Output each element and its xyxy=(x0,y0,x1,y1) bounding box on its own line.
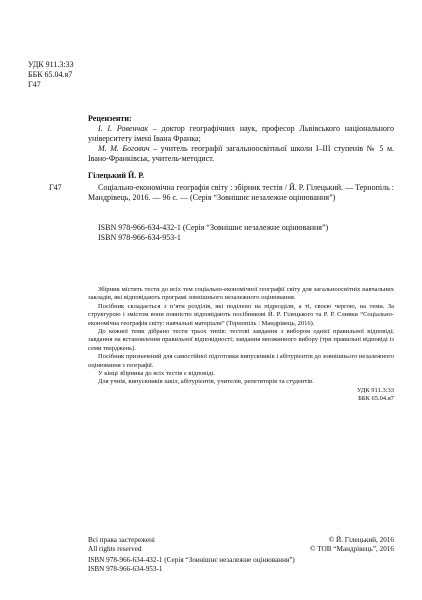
copyright-block xyxy=(294,536,394,554)
rights-block xyxy=(88,536,288,554)
abstract-block xyxy=(88,286,394,404)
reviewer-1 xyxy=(88,124,394,144)
reviewer-2-desc: – учитель географії загальноосвітньої школи І–ІІІ ступенів № 5 м. Івано-Франківськ, учитель-методист. xyxy=(88,144,395,163)
bib-isbn-2: ISBN 978-966-634-953-1 xyxy=(98,233,181,242)
abstract-paragraph: У кінці збірника до всіх тестів є відповіді. xyxy=(98,370,215,378)
footer-isbn-block xyxy=(88,556,394,574)
copyright-publisher: © ТОВ “Мандрівець”, 2016 xyxy=(309,545,394,554)
abstract-paragraph: Посібник призначений для самостійної підготовки випускників і абітурієнтів до зовнішнього незалежного оцінювання з географії. xyxy=(88,353,394,369)
reviewer-2-name: М. М. Богович xyxy=(98,144,150,153)
abstract-bbk: ББК 65.04.я7 xyxy=(358,395,394,403)
bib-description: Соціально-економічна географія світу : збірник тестів / Й. Р. Гілецький. — Тернопіль : Мандрівець, 2016. — 96 с. — (Серія “Зовнішнє незалежне оцінювання”) xyxy=(88,183,394,202)
bib-isbn-1: ISBN 978-966-634-432-1 (Серія “Зовнішнє незалежне оцінювання”) xyxy=(98,223,329,232)
abstract-paragraph: Збірник містить тести до всіх тем соціально-економічної географії світу для загальноосвітніх навчальних закладів, які відповідають програмі зовнішнього незалежного оцінювання. xyxy=(88,286,394,302)
abstract-paragraph: До кожної теми дібрано тести трьох типів: тестові завдання з вибором однієї правильної відповіді; завдання на встановлення правильної відповідності; завдання множинного вибору (три правильні відповіді із семи тверджень). xyxy=(88,328,394,352)
bib-isbn-block xyxy=(88,223,394,243)
abstract-paragraph: Для учнів, випускників шкіл, абітурієнтів, учителів, репетиторів та студентів. xyxy=(98,378,314,386)
author-mark: Г47 xyxy=(28,80,41,89)
rights-ua: Всі права застережені xyxy=(88,536,155,544)
udc-code: УДК 911.3:33 xyxy=(28,60,74,69)
reviewers-block xyxy=(88,114,394,164)
copyright-author: © Й. Гілецький, 2016 xyxy=(328,536,394,544)
footer-isbn-1: ISBN 978-966-634-432-1 (Серія “Зовнішнє незалежне оцінювання”) xyxy=(88,556,295,564)
footer-isbn-2: ISBN 978-966-634-953-1 xyxy=(88,565,163,574)
bib-mark: Г47 xyxy=(49,183,62,192)
rights-en: All rights reserved xyxy=(88,545,142,554)
abstract-udc: УДК 911.3:33 xyxy=(356,386,394,394)
reviewers-heading: Рецензенти: xyxy=(88,114,132,123)
reviewer-1-name: І. І. Ровенчак xyxy=(98,124,148,133)
reviewer-2 xyxy=(88,144,394,164)
catalog-block xyxy=(28,60,128,90)
bbk-code: ББК 65.04.я7 xyxy=(28,70,73,79)
abstract-paragraph: Посібник складається з п’яти розділів, які поділено на підрозділи, а ті, своєю чергою, на теми. За структурою і змістом вони повністю відповідають посібникові Й. Р. Гілецького та Р. Р. Сливки “Соціально-економічна географія світу: навчальні матеріали” (Тернопіль : Мандрівець, 2016). xyxy=(88,302,394,327)
bib-author: Гілецький Й. Р. xyxy=(88,171,145,180)
reviewer-1-desc: – доктор географічних наук, професор Львівського національного університету імені Івана Франка; xyxy=(88,124,394,143)
